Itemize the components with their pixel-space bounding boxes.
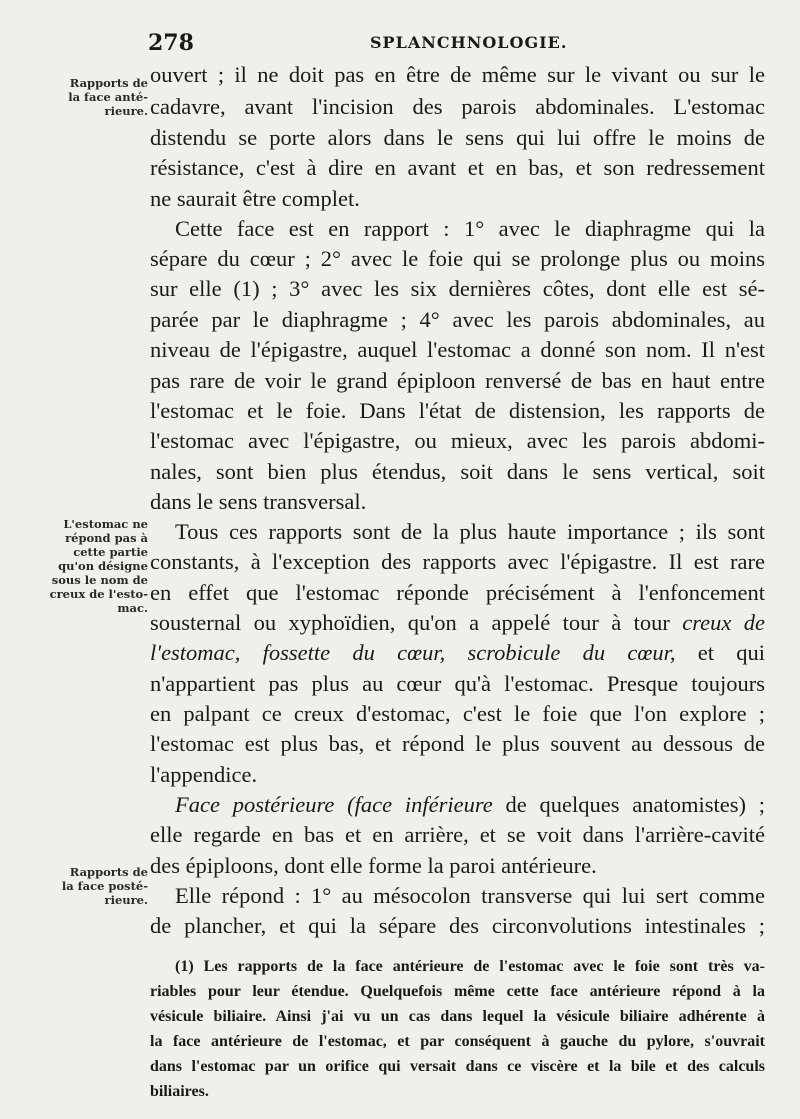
body-line: n'appartient pas plus au cœur qu'à l'estomac. Presque toujours [150,671,765,696]
margin-note-line: Rapports de [69,865,148,879]
body-line: de plancher, et qui la sépare des circonvolutions intestinales ; [150,913,765,938]
footnote-line: la face antérieure de l'estomac, et par conséquent à gauche du pylore, s'ouvrait [150,1033,765,1050]
margin-note-line: L'estomac ne [63,517,148,531]
margin-note-line: répond pas à [65,531,148,545]
body-line: cadavre, avant l'incision des parois abdominales. L'estomac [150,94,765,119]
margin-note-line: qu'on désigne [58,559,148,573]
footnote-line: riables pour leur étendue. Quelquefois même cette face antérieure répond à la [150,983,765,1000]
margin-note-line: rieure. [104,104,148,118]
body-text: de quelques anatomistes) ; [505,792,765,817]
body-line: en effet que l'estomac réponde précisément à l'enfoncement [150,580,765,605]
body-line: résistance, c'est à dire en avant et en bas, et son redressement [150,155,765,180]
margin-note-line: la face anté- [68,90,148,104]
body-line: en palpant ce creux d'estomac, c'est le foie que l'on explore ; [150,701,765,726]
body-line [175,790,765,820]
body-line: elle regarde en bas et en arrière, et se voit dans l'arrière-cavité [150,822,765,847]
body-line: constants, à l'exception des rapports avec l'épigastre. Il est rare [150,549,765,574]
body-line: Elle répond : 1° au mésocolon transverse qui lui sert comme [175,883,765,908]
body-line: pas rare de voir le grand épiploon renversé de bas en haut entre [150,368,765,393]
body-line: l'estomac et le foie. Dans l'état de distension, les rapports de [150,398,765,423]
margin-note-line: cette partie [73,545,148,559]
section-heading-italic: Face postérieure (face inférieure [175,792,493,817]
footnote-line: dans l'estomac par un orifice qui versait dans ce viscère et la bile et des calculs [150,1058,765,1075]
body-line: Cette face est en rapport : 1° avec le diaphragme qui la [175,216,765,241]
body-line: niveau de l'épigastre, auquel l'estomac a donné son nom. Il n'est [150,337,765,362]
margin-note-line: creux de l'esto- [49,587,148,601]
body-line: Tous ces rapports sont de la plus haute importance ; ils sont [175,519,765,544]
body-line: l'appendice. [150,762,258,787]
body-line: sépare du cœur ; 2° avec le foie qui se prolonge plus ou moins [150,246,765,271]
footnote-line: vésicule biliaire. Ainsi j'ai vu un cas dans lequel la vésicule biliaire adhérente à [150,1008,765,1025]
margin-note-line: Rapports de [69,76,148,90]
body-line: dans le sens transversal. [150,489,367,514]
body-line: des épiploons, dont elle forme la paroi antérieure. [150,853,597,878]
body-line: ne saurait être complet. [150,186,360,211]
margin-note-line: la face posté- [61,879,148,893]
footnote-line: biliaires. [150,1083,209,1100]
body-line: parée par le diaphragme ; 4° avec les parois abdominales, au [150,307,765,332]
margin-note-posterior [8,865,148,907]
margin-note-line: sous le nom de [51,573,148,587]
body-line: l'estomac avec l'épigastre, ou mieux, avec les parois abdomi- [150,428,765,453]
footnote-line: (1) Les rapports de la face antérieure de l'estomac avec le foie sont très va- [175,958,765,975]
margin-note-line: rieure. [104,893,148,907]
page-number: 278 [148,30,194,56]
body-line [150,608,765,638]
body-line: distendu se porte alors dans le sens qui lui offre le moins de [150,125,765,150]
body-line [150,638,765,668]
margin-note-line: mac. [117,601,148,615]
body-text: sousternal ou xyphoïdien, qu'on a appelé tour à tour [150,610,670,635]
body-text-italic: creux de [682,610,765,635]
body-line: l'estomac est plus bas, et répond le plus souvent au dessous de [150,731,765,756]
margin-note-estomac [8,517,148,615]
body-text: et qui [697,640,765,665]
body-line: sur elle (1) ; 3° avec les six dernières côtes, dont elle est sé- [150,276,765,301]
body-line: nales, sont bien plus étendus, soit dans le sens vertical, soit [150,459,765,484]
body-line: ouvert ; il ne doit pas en être de même sur le vivant ou sur le [150,62,765,87]
body-text-italic: l'estomac, fossette du cœur, scrobicule du cœur, [150,640,676,665]
running-head: SPLANCHNOLOGIE. [370,33,568,52]
margin-note-anterior [8,76,148,118]
